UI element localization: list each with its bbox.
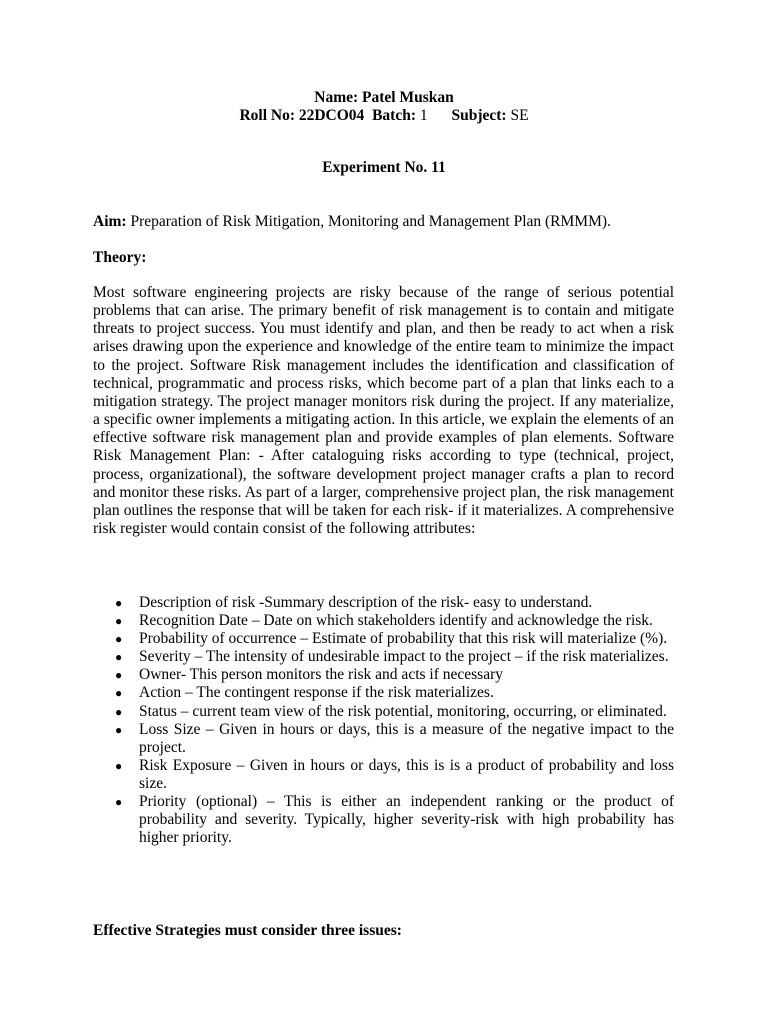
list-item-text: Priority (optional) – This is either an independent ranking or the product of probability and severity. Typically, higher severity-risk with high probability has higher priority. [139,793,674,847]
bullet-icon: ● [115,596,123,610]
strategies-heading: Effective Strategies must consider three issues: [93,922,402,939]
list-item-text: Owner- This person monitors the risk and acts if necessary [139,666,503,684]
risk-attributes-list [93,594,674,847]
list-item [93,630,674,648]
list-item [93,757,674,793]
subject-value: SE [510,107,529,124]
list-item-text: Severity – The intensity of undesirable impact to the project – if the risk materializes. [139,648,669,666]
list-item-text: Action – The contingent response if the risk materializes. [139,684,494,702]
list-item-text: Loss Size – Given in hours or days, this is a measure of the negative impact to the project. [139,720,674,756]
student-name-line [0,88,768,107]
list-item-text: Probability of occurrence – Estimate of probability that this risk will materialize (%). [139,630,668,648]
aim-line [93,212,683,231]
list-item [93,612,674,630]
aim-label: Aim: [93,213,127,230]
list-item [93,684,674,702]
batch-label: Batch: [372,107,416,124]
bullet-icon: ● [115,795,123,810]
list-item [93,721,674,757]
bullet-icon: ● [115,704,123,719]
experiment-title: Experiment No. 11 [322,159,446,176]
list-item [93,594,674,612]
roll-batch-subject-line [0,106,768,125]
bullet-icon: ● [115,614,123,629]
list-item-text: Status – current team view of the risk potential, monitoring, occurring, or eliminated. [139,702,667,720]
bullet-icon: ● [115,668,123,683]
bullet-icon: ● [115,686,123,701]
theory-heading: Theory: [93,249,147,266]
batch-value: 1 [419,107,428,124]
bullet-icon: ● [115,758,123,773]
list-item [93,666,674,684]
theory-paragraph: Most software engineering projects are risky because of the range of serious potential problems that can arise. The primary benefit of risk management is to contain and mitigate threats to project success. You must identify and plan, and then be ready to act when a risk arises drawing upon the experience and knowledge of the entire team to minimize the impact to the project. Software Risk management includes the identification and classification of technical, programmatic and process risks, which become part of a plan that links each to a mitigation strategy. The project manager monitors risk during the project. If any materialize, a specific owner implements a mitigating action. In this article, we explain the elements of an effective software risk management plan and provide examples of plan elements. Software Risk Management Plan: - After cataloguing risks according to type (technical, project, process, organizational), the software development project manager crafts a plan to record and monitor these risks. As part of a larger, comprehensive project plan, the risk management plan outlines the response that will be taken for each risk- if it materializes. A comprehensive risk register would contain consist of the following attributes: [93,284,674,538]
subject-label: Subject: [451,107,507,124]
list-item-text: Description of risk -Summary description of the risk- easy to understand. [139,594,593,611]
name-label: Name: [314,89,359,106]
roll-value: 22DCO04 [298,107,365,124]
bullet-icon: ● [115,632,123,647]
list-item-text: Recognition Date – Date on which stakeholders identify and acknowledge the risk. [139,612,653,630]
name-value: Patel Muskan [362,89,454,106]
roll-label: Roll No: [239,107,295,124]
list-item [93,703,674,721]
bullet-icon: ● [115,650,123,665]
aim-text: Preparation of Risk Mitigation, Monitoring and Management Plan (RMMM). [130,213,611,230]
list-item-text: Risk Exposure – Given in hours or days, this is is a product of probability and loss size. [139,756,674,792]
list-item [93,648,674,666]
list-item [93,793,674,847]
bullet-icon: ● [115,722,123,737]
